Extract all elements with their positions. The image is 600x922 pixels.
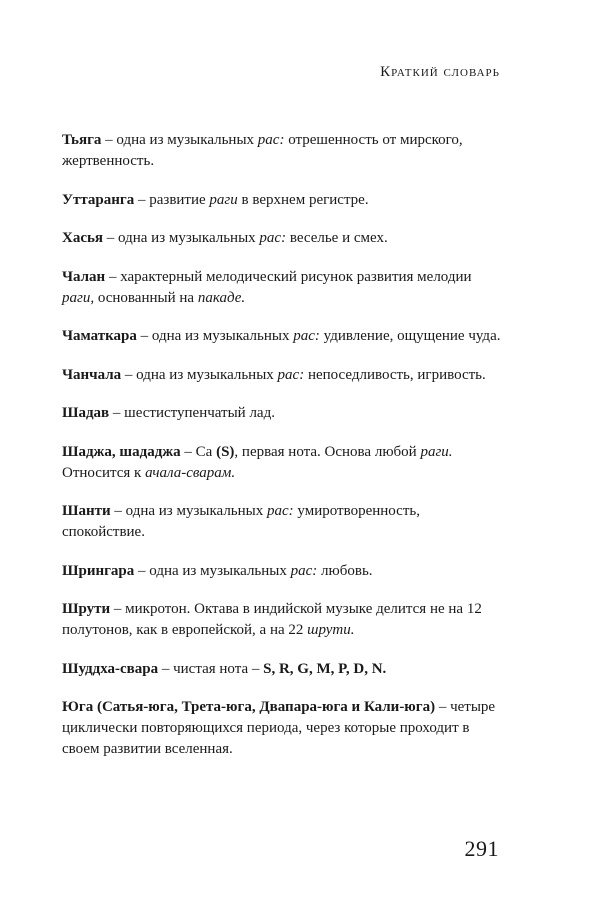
- glossary-entry: [62, 365, 502, 386]
- entry-term: Чанчала: [62, 366, 122, 383]
- page-number: 291: [464, 836, 499, 861]
- entry-text: – характерный мелодический рисунок развития мелодии: [105, 268, 472, 285]
- entry-italic: раги: [209, 191, 238, 208]
- entry-bold: (S): [216, 443, 235, 460]
- entry-text: – микротон. Октава в индийской музыке делится не на 12 полутонов, как в европейской, а на 22: [62, 601, 482, 638]
- entry-term: Шанти: [62, 503, 111, 519]
- glossary-entry: [62, 190, 502, 211]
- entry-text: веселье и смех.: [286, 230, 388, 246]
- entry-text: любовь.: [317, 562, 373, 579]
- running-title: Краткий словарь: [380, 64, 500, 80]
- entry-text: отрешенность от мирского, жертвенность.: [62, 132, 463, 169]
- entry-term: Шаджа, шададжа: [62, 443, 181, 460]
- entry-text: удивление, ощущение чуда.: [319, 328, 501, 344]
- entry-italic: пакаде.: [197, 289, 246, 306]
- entry-term: Тьяга: [62, 132, 102, 148]
- entry-text: – одна из музыкальных: [134, 562, 291, 579]
- entry-italic: рас:: [293, 328, 320, 344]
- entry-term: Шуддха-свара: [62, 660, 159, 677]
- entry-text: Относится к: [62, 464, 146, 481]
- glossary-entry: [62, 228, 502, 249]
- entry-term: Чаматкара: [62, 328, 137, 344]
- entry-term: Юга (Сатья-юга, Трета-юга, Двапара-юга и Кали-юга): [62, 699, 436, 715]
- entry-italic: раги,: [62, 289, 95, 306]
- entry-bold: S, R, G, M, P, D, N.: [263, 660, 387, 677]
- entry-text: – Са: [180, 443, 217, 460]
- entry-text: – одна из музыкальных: [101, 132, 258, 148]
- glossary-entry: [62, 326, 502, 347]
- glossary-entry: [62, 442, 502, 484]
- glossary-entry: [62, 267, 502, 309]
- entry-text: в верхнем регистре.: [237, 191, 369, 208]
- glossary-entry: [62, 561, 502, 582]
- entry-italic: шрути.: [307, 622, 355, 638]
- entry-text: – развитие: [134, 191, 210, 208]
- entry-text: – одна из музыкальных: [103, 230, 260, 246]
- glossary-entry: [62, 130, 502, 172]
- entry-italic: рас:: [277, 366, 305, 383]
- glossary-entry: [62, 599, 502, 641]
- glossary-entry: [62, 659, 502, 680]
- entry-text: умиротворенность, спокойствие.: [62, 503, 420, 540]
- entry-italic: раги.: [420, 443, 453, 460]
- entry-text: – одна из музыкальных: [121, 366, 278, 383]
- glossary-entry: [62, 501, 502, 543]
- entry-italic: ачала-сварам.: [145, 464, 236, 481]
- entry-text: – одна из музыкальных: [136, 328, 294, 344]
- entry-italic: рас:: [259, 230, 287, 246]
- entry-text: непоседливость, игривость.: [304, 366, 486, 383]
- entry-text: основанный на: [94, 289, 198, 306]
- entry-term: Хасья: [62, 230, 104, 246]
- entry-text: – четыре циклически повторяющихся периода, через которые проходит в своем развитии вселенная.: [62, 699, 496, 757]
- entry-term: Шрути: [62, 601, 111, 617]
- entry-term: Уттаранга: [62, 191, 135, 208]
- entry-italic: рас:: [290, 562, 318, 579]
- entry-term: Чалан: [62, 268, 106, 285]
- entry-text: , первая нота. Основа любой: [234, 443, 421, 460]
- glossary-entries: [62, 130, 502, 778]
- entry-term: Шрингара: [62, 562, 135, 579]
- entry-text: – шестиступенчатый лад.: [109, 405, 275, 421]
- glossary-entry: [62, 697, 502, 760]
- entry-text: – одна из музыкальных: [110, 503, 268, 519]
- entry-term: Шадав: [62, 405, 110, 421]
- entry-italic: рас:: [267, 503, 294, 519]
- glossary-entry: [62, 403, 502, 424]
- entry-italic: рас:: [257, 132, 285, 148]
- entry-text: – чистая нота –: [158, 660, 264, 677]
